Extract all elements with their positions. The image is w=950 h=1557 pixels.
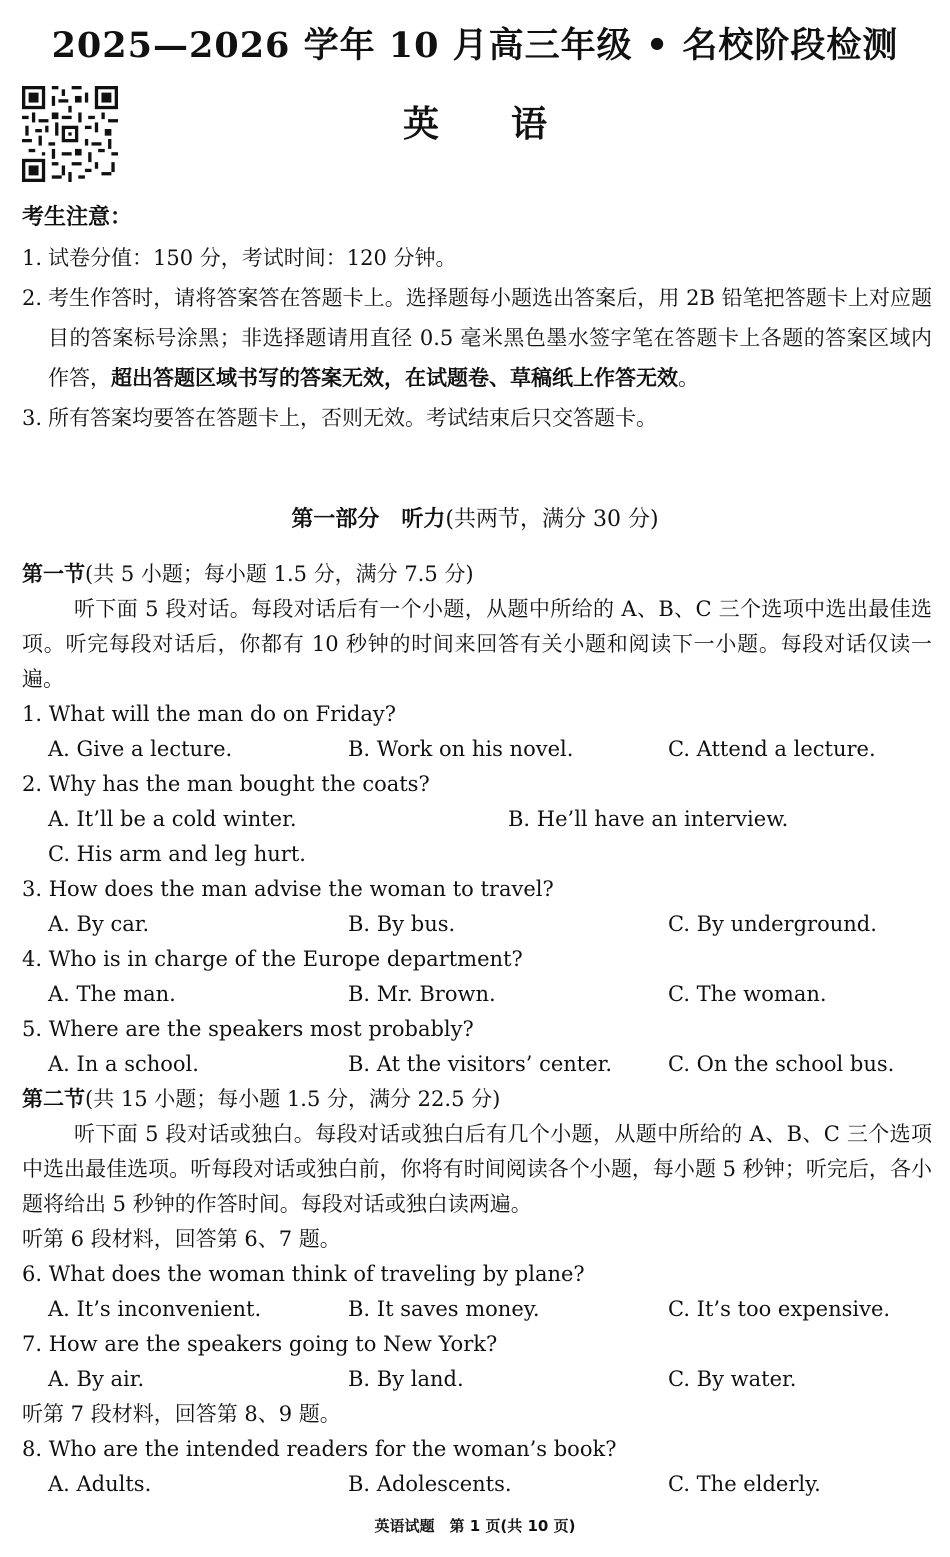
section-note: (共 15 小题；每小题 1.5 分，满分 22.5 分) [85, 1087, 501, 1111]
option-a: A. It’ll be a cold winter. [48, 807, 297, 831]
notice-list [22, 238, 932, 438]
option-a: A. The man. [48, 982, 176, 1006]
question-options [22, 1467, 932, 1502]
page-footer: 英语试题 第 1 页(共 10 页) [374, 1517, 576, 1535]
question-stem: 6. What does the woman think of traveling by plane? [22, 1262, 585, 1286]
section-one [22, 557, 932, 1502]
option-a: A. By car. [48, 912, 150, 936]
notice-item [22, 398, 932, 438]
subject-char-1: 英 [402, 104, 439, 145]
notice-item-number: 1. [22, 246, 43, 270]
subject-title [0, 96, 950, 147]
option-c: C. The woman. [668, 982, 827, 1006]
section-title: 第二节 [22, 1087, 85, 1111]
question-options [22, 977, 932, 1012]
question-stem: 5. Where are the speakers most probably? [22, 1017, 474, 1041]
material-instruction: 听第 7 段材料，回答第 8、9 题。 [22, 1402, 341, 1426]
section-title: 第一节 [22, 562, 85, 586]
section-instructions: 听下面 5 段对话或独白。每段对话或独白后有几个小题，从题中所给的 A、B、C 三个选项中选出最佳选项。听每段对话或独白前，你将有时间阅读各个小题，每小题 5 秒钟；听完后，各小题将给出 5 秒钟的作答时间。每段对话或独白读两遍。 [22, 1122, 932, 1216]
option-a: A. By air. [48, 1367, 145, 1391]
option-b: B. He’ll have an interview. [508, 807, 789, 831]
option-c: C. His arm and leg hurt. [48, 842, 306, 866]
notice-item [22, 278, 932, 398]
exam-title: 2025—2026 学年 10 月高三年级 • 名校阶段检测 [51, 25, 899, 66]
option-b: B. Mr. Brown. [348, 982, 496, 1006]
option-c: C. By water. [668, 1367, 797, 1391]
option-c: C. The elderly. [668, 1472, 821, 1496]
notice-item-text: 考生作答时，请将答案答在答题卡上。选择题每小题选出答案后，用 2B 铅笔把答题卡上对应题目的答案标号涂黑；非选择题请用直径 0.5 毫米黑色墨水签字笔在答题卡上各题的答案区域内作答， [48, 286, 932, 390]
option-b: B. Work on his novel. [348, 737, 574, 761]
question-options [22, 732, 932, 767]
part-title: 第一部分 听力 [291, 507, 446, 532]
question-options [22, 1047, 932, 1082]
notice-heading: 考生注意： [22, 205, 133, 230]
question-options [22, 802, 932, 837]
option-b: B. By land. [348, 1367, 464, 1391]
option-c: C. It’s too expensive. [668, 1297, 891, 1321]
option-c: C. By underground. [668, 912, 877, 936]
question-options [22, 1362, 932, 1397]
question-stem: 4. Who is in charge of the Europe department? [22, 947, 523, 971]
option-b: B. At the visitors’ center. [348, 1052, 613, 1076]
notice-item-number: 3. [22, 406, 43, 430]
question-stem: 2. Why has the man bought the coats? [22, 772, 430, 796]
notice-item-number: 2. [22, 286, 43, 310]
part-heading [0, 502, 950, 533]
subject-char-2: 语 [511, 104, 548, 145]
question-options [22, 837, 932, 872]
section-instructions: 听下面 5 段对话。每段对话后有一个小题，从题中所给的 A、B、C 三个选项中选出最佳选项。听完每段对话后，你都有 10 秒钟的时间来回答有关小题和阅读下一小题。每段对话仅读一遍。 [22, 597, 932, 691]
option-a: A. Give a lecture. [48, 737, 233, 761]
option-c: C. Attend a lecture. [668, 737, 876, 761]
notice-item-bold-text: 超出答题区域书写的答案无效，在试题卷、草稿纸上作答无效 [111, 366, 678, 390]
section-heading [22, 1082, 932, 1117]
option-a: A. It’s inconvenient. [48, 1297, 262, 1321]
notice-item-tail: 。 [678, 366, 699, 390]
question-stem: 7. How are the speakers going to New York? [22, 1332, 498, 1356]
option-a: A. In a school. [48, 1052, 199, 1076]
question-options [22, 1292, 932, 1327]
option-b: B. It saves money. [348, 1297, 540, 1321]
notice-item [22, 238, 932, 278]
notice-item-text: 试卷分值：150 分，考试时间：120 分钟。 [48, 246, 457, 270]
material-instruction: 听第 6 段材料，回答第 6、7 题。 [22, 1227, 341, 1251]
option-b: B. Adolescents. [348, 1472, 512, 1496]
question-stem: 8. Who are the intended readers for the woman’s book? [22, 1437, 617, 1461]
part-note: (共两节，满分 30 分) [445, 507, 659, 532]
option-b: B. By bus. [348, 912, 456, 936]
option-c: C. On the school bus. [668, 1052, 895, 1076]
notice-item-text: 所有答案均要答在答题卡上，否则无效。考试结束后只交答题卡。 [48, 406, 657, 430]
section-heading [22, 557, 932, 592]
question-stem: 3. How does the man advise the woman to travel? [22, 877, 554, 901]
question-stem: 1. What will the man do on Friday? [22, 702, 396, 726]
option-a: A. Adults. [48, 1472, 152, 1496]
question-options [22, 907, 932, 942]
section-note: (共 5 小题；每小题 1.5 分，满分 7.5 分) [85, 562, 474, 586]
